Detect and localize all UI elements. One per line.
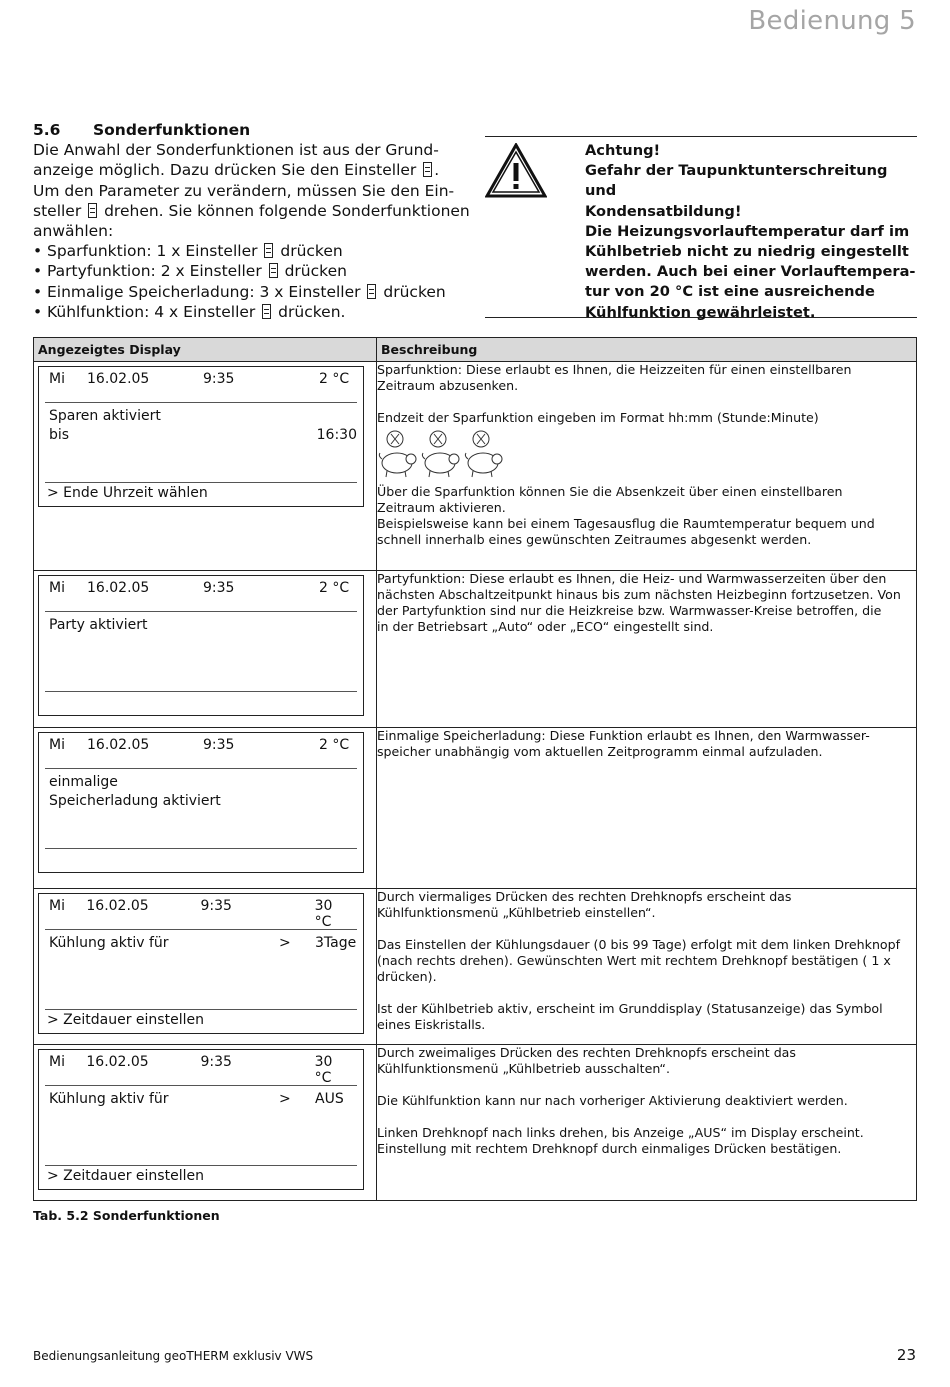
intro-line: steller drehen. Sie können folgende Sonderfunktionen [33,201,470,220]
description-cell: Partyfunktion: Diese erlaubt es Ihnen, die Heiz- und Warmwasserzeiten über den nächsten Abschaltzeitpunkt hinaus bis zum nächsten Heizbeginn fortzusetzen. Von der Partyfunktion sind nur die Heizkreise bzw. Warmwasser-Kreise betroffen, die in der Betriebsart „Auto“ oder „ECO“ eingestellt sind. [377,571,917,728]
table-row [34,1045,917,1201]
dial-icon [88,203,97,218]
intro-line: Um den Parameter zu verändern, müssen Sie den Ein- [33,181,455,200]
table-row [34,571,917,728]
dial-icon [264,243,273,258]
section-5-6 [33,120,473,322]
table-row [34,728,917,889]
footer-title: Bedienungsanleitung geoTHERM exklusiv VWS [33,1349,314,1363]
page-number: 23 [896,1346,916,1364]
list-item: • Kühlfunktion: 4 x Einsteller drücken. [33,302,473,322]
table-row [34,362,917,571]
functions-table [33,337,917,1201]
function-list [33,241,473,322]
dial-icon [423,162,432,177]
intro-line: anzeige möglich. Dazu drücken Sie den Einsteller . [33,161,440,180]
table-row [34,889,917,1045]
description-cell: Einmalige Speicherladung: Diese Funktion erlaubt es Ihnen, den Warmwasser- speicher unabhängig vom aktuellen Zeitprogramm einmal aufzuladen. [377,728,917,889]
dial-icon [367,284,376,299]
warning-text: Achtung! Gefahr der Taupunktunterschreitung und Kondensatbildung! Die Heizungsvorlauftemperatur darf im Kühlbetrieb nicht zu niedrig eingestellt werden. Auch bei einer Vorlauftempera- tur von 20 °C ist eine ausreichende Kühlfunktion gewährleistet. [585,142,916,321]
display-screen: Mi 16.02.05 9:35 30 °C Kühlung aktiv für > 3Tage > Zeitdauer einstellen [38,893,364,1034]
description-cell: Durch zweimaliges Drücken des rechten Drehknopfs erscheint das Kühlfunktionsmenü „Kühlbetrieb ausschalten“. Die Kühlfunktion kann nur nach vorheriger Aktivierung deaktiviert werden. Linken Drehknopf nach links drehen, bis Anzeige „AUS“ im Display erscheint. Einstellung mit rechtem Drehknopf durch einmaliges Drücken bestätigen. [377,1045,917,1201]
intro-line: anwählen: [33,222,114,241]
list-item: • Einmalige Speicherladung: 3 x Einsteller drücken [33,282,473,302]
intro-line: Die Anwahl der Sonderfunktionen ist aus der Grund- [33,141,439,160]
dial-icon [262,304,271,319]
table-caption: Tab. 5.2 Sonderfunktionen [33,1208,220,1223]
description-cell: Sparfunktion: Diese erlaubt es Ihnen, die Heizzeiten für einen einstellbaren Zeitraum abzusenken. Endzeit der Sparfunktion eingeben im Format hh:mm (Stunde:Minute) Über die Sparfunktion können Sie die Absenkzeit über einen einstellbaren Zeitraum aktivieren. Beispielsweise kann bei einem Tagesausflug die Raumtemperatur bequem und schnell innerhalb eines gewünschten Zeitraumes abgesenkt werden. [377,362,917,571]
section-number: 5.6 [33,121,61,139]
section-heading [33,120,473,140]
display-screen: Mi 16.02.05 9:35 2 °C Party aktiviert [38,575,364,716]
warning-box [485,136,917,321]
display-screen: Mi 16.02.05 9:35 2 °C Sparen aktiviert bis 16:30 > Ende Uhrzeit wählen [38,366,364,507]
display-screen: Mi 16.02.05 9:35 30 °C Kühlung aktiv für > AUS > Zeitdauer einstellen [38,1049,364,1190]
description-cell: Durch viermaliges Drücken des rechten Drehknopfs erscheint das Kühlfunktionsmenü „Kühlbetrieb einstellen“. Das Einstellen der Kühlungsdauer (0 bis 99 Tage) erfolgt mit dem linken Drehknopf (nach rechts drehen). Gewünschten Wert mit rechtem Drehknopf bestätigen ( 1 x drücken). Ist der Kühlbetrieb aktiv, erscheint im Grunddisplay (Statusanzeige) das Symbol eines Eiskristalls. [377,889,917,1045]
column-header-description: Beschreibung [377,338,917,362]
list-item: • Partyfunktion: 2 x Einsteller drücken [33,261,473,281]
column-header-display: Angezeigtes Display [34,338,377,362]
section-title: Sonderfunktionen [93,121,251,139]
list-item: • Sparfunktion: 1 x Einsteller drücken [33,241,473,261]
display-screen: Mi 16.02.05 9:35 2 °C einmalige Speicherladung aktiviert [38,732,364,873]
dial-icon [269,263,278,278]
chapter-header: Bedienung 5 [748,6,916,36]
warning-triangle-icon [485,143,547,199]
piggy-bank-icons [377,429,507,481]
